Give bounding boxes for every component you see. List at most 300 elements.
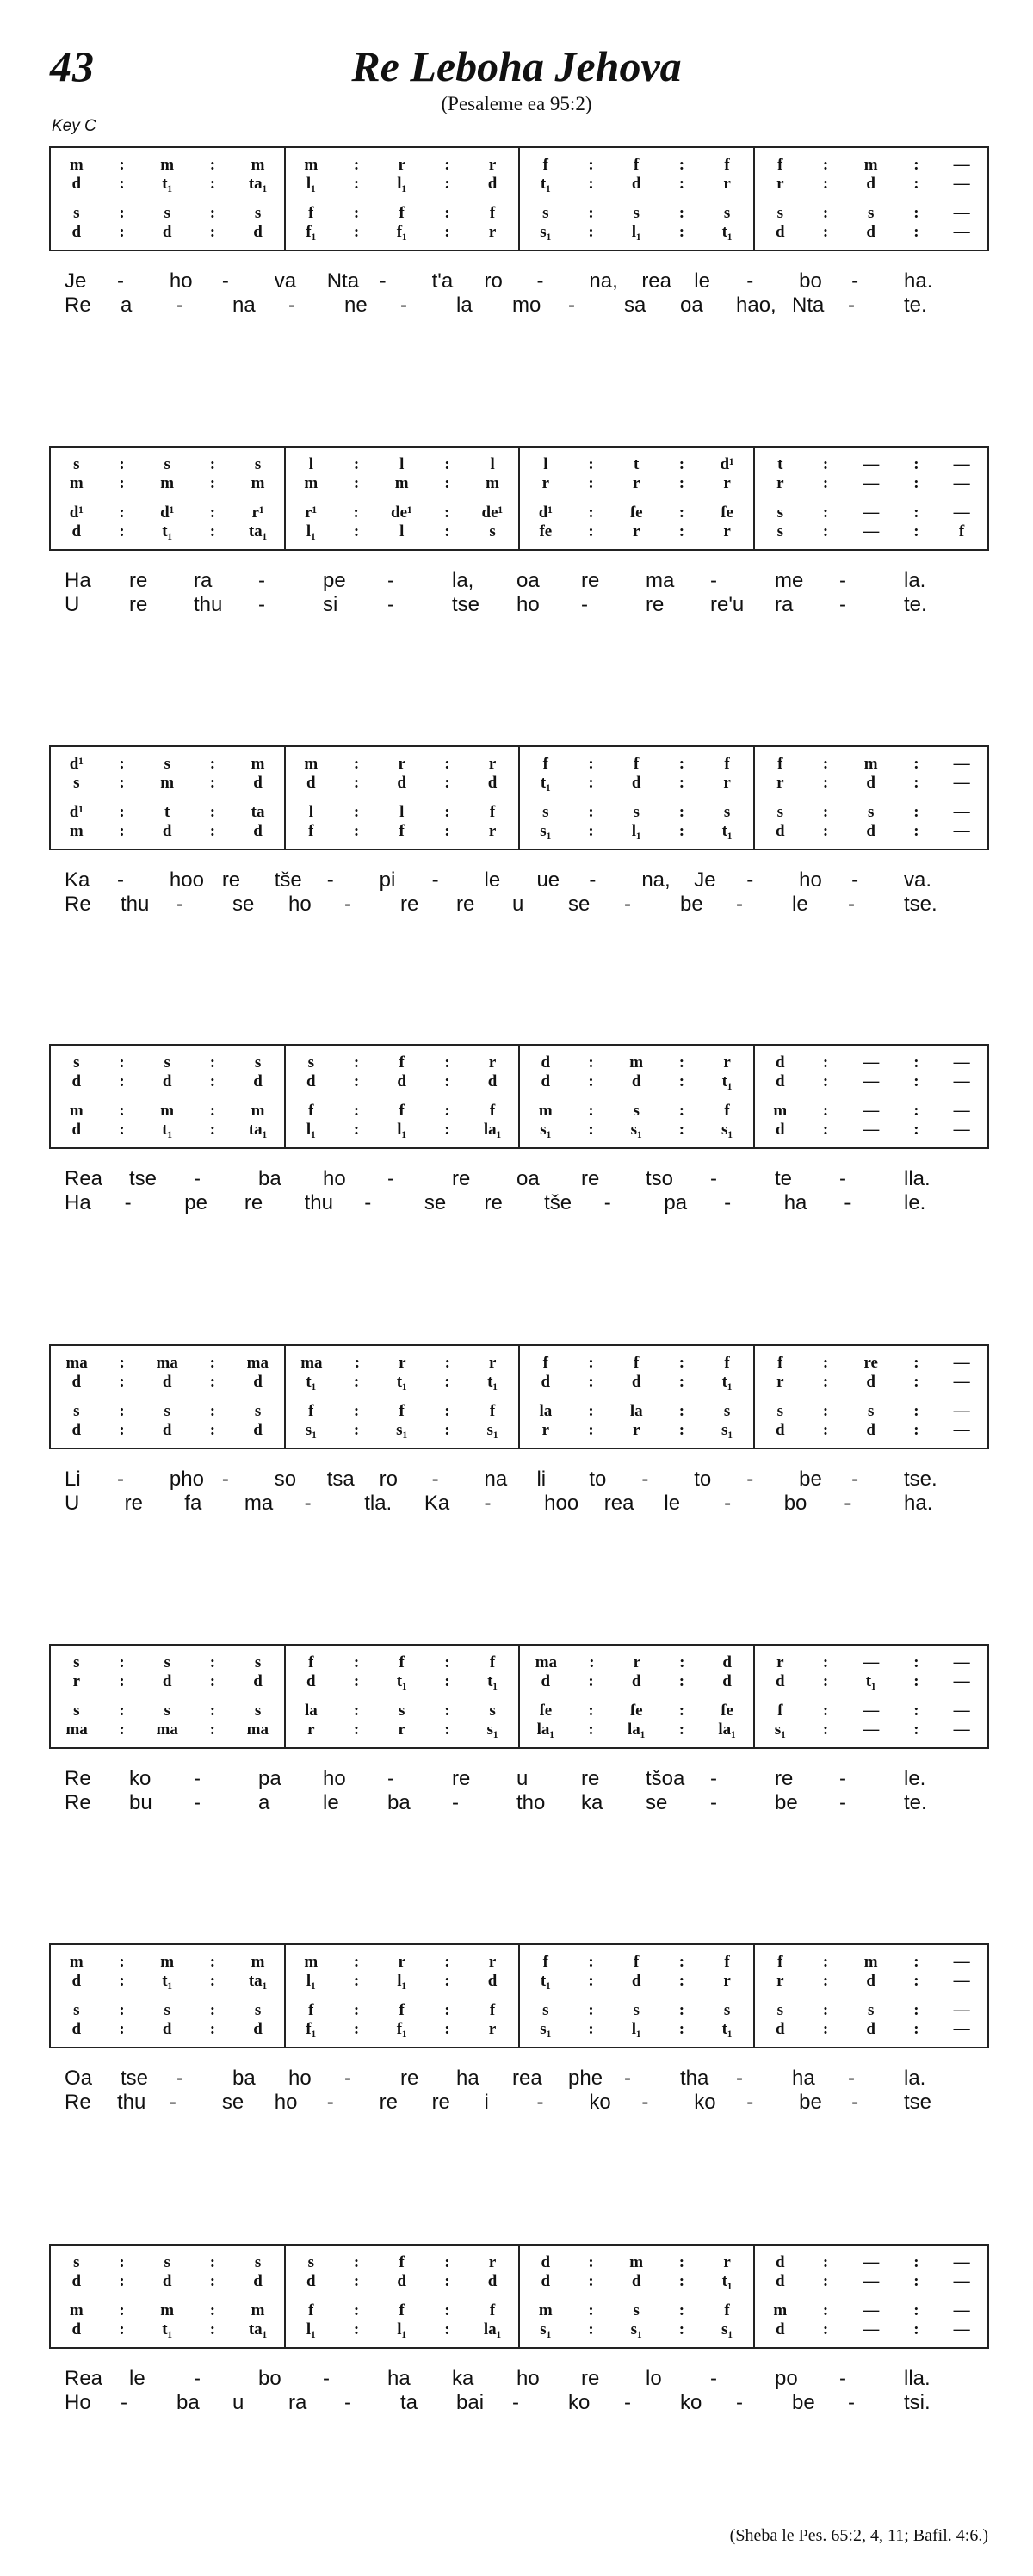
solfa-note: t₁: [865, 1672, 876, 1690]
voice-row: [286, 1972, 519, 1991]
solfa-note: f: [777, 755, 783, 773]
solfa-note: f: [724, 2301, 730, 2320]
voice-row: [51, 474, 284, 493]
solfa-note: s: [868, 803, 875, 821]
beat-separator: :: [353, 156, 360, 174]
beat-separator: :: [913, 1953, 919, 1971]
lyric-syllable: ma: [244, 1492, 274, 1515]
lyric-syllable: bo: [783, 1492, 807, 1515]
lyric-syllable: ra: [194, 569, 213, 592]
lyric-syllable: la.: [904, 569, 926, 592]
solfa-note: s₁: [540, 822, 552, 840]
lyric-syllable: re: [400, 2066, 419, 2090]
lyric-syllable: u: [232, 2391, 244, 2414]
solfa-note: —: [953, 1953, 970, 1971]
beat-separator: :: [209, 1672, 216, 1690]
solfa-note: la₁: [718, 1720, 736, 1739]
solfa-note: r: [723, 1972, 731, 1990]
lyric-syllable: lla.: [904, 2367, 931, 2390]
solfa-note: s: [164, 1402, 170, 1420]
lyric-syllable: si: [323, 593, 338, 616]
solfa-note: f: [724, 156, 730, 174]
voice-row: [286, 175, 519, 194]
voice-row: [520, 1402, 753, 1421]
lyric-line-1: [0, 1467, 1033, 1492]
beat-separator: :: [588, 2001, 594, 2019]
lyric-syllable: te.: [904, 1791, 927, 1814]
hyphen: -: [851, 1467, 859, 1491]
beat-separator: :: [678, 2301, 685, 2320]
beat-separator: :: [209, 1421, 216, 1439]
solfa-note: d: [776, 1072, 785, 1090]
solfa-note: d¹: [69, 803, 84, 821]
lyric-syllable: re: [400, 893, 419, 916]
voice-row: [286, 822, 519, 841]
beat-separator: :: [119, 755, 125, 773]
beat-separator: :: [822, 1421, 829, 1439]
solfa-note: d: [541, 1072, 551, 1090]
voice-row: [520, 204, 753, 223]
beat-separator: :: [119, 175, 125, 193]
solfa-note: re: [863, 1354, 878, 1372]
beat-separator: :: [209, 2253, 216, 2271]
voice-row: [286, 1053, 519, 1072]
measure: [755, 747, 988, 849]
beat-separator: :: [913, 2001, 919, 2019]
lyric-syllable: hoo: [169, 868, 204, 892]
solfa-note: t₁: [396, 1373, 407, 1391]
solfa-note: d: [71, 1972, 82, 1990]
lyric-syllable: tše: [544, 1191, 572, 1214]
solfa-note: r: [776, 1653, 784, 1671]
lyric-syllable: se: [232, 893, 255, 916]
lyric-syllable: a: [258, 1791, 270, 1814]
beat-separator: :: [353, 1653, 360, 1671]
lyric-syllable: thu: [121, 893, 150, 916]
beat-separator: :: [588, 2020, 594, 2038]
solfa-note: r: [776, 474, 784, 492]
voice-row: [51, 455, 284, 474]
hyphen: -: [176, 293, 183, 317]
solfa-note: s: [776, 204, 784, 222]
beat-separator: :: [119, 1421, 125, 1439]
solfa-note: —: [953, 1354, 970, 1372]
lyric-syllable: i: [484, 2091, 489, 2114]
solfa-note: m: [629, 1053, 644, 1072]
beat-separator: :: [913, 2320, 919, 2338]
solfa-note: d: [162, 2272, 172, 2290]
solfa-note: t₁: [721, 223, 733, 241]
solfa-note: f: [489, 1402, 496, 1420]
solfa-note: t₁: [162, 1121, 173, 1139]
solfa-note: —: [863, 455, 880, 473]
voice-row: [520, 1354, 753, 1373]
beat-separator: :: [822, 1972, 829, 1990]
beat-separator: :: [119, 474, 125, 492]
measure: [755, 1046, 988, 1147]
solfa-note: —: [863, 2272, 880, 2290]
solfa-note: s: [73, 774, 80, 792]
solfa-note: s: [73, 455, 80, 473]
beat-separator: :: [353, 1053, 360, 1072]
solfa-note: s: [399, 1702, 405, 1720]
lyric-syllable: ha: [783, 1191, 807, 1214]
voice-row: [286, 1102, 519, 1121]
solfa-note: s: [489, 1702, 496, 1720]
beat-separator: :: [353, 2301, 360, 2320]
lyric-syllable: ho: [288, 893, 312, 916]
hyphen: -: [512, 2391, 519, 2414]
lyric-syllable: te.: [904, 593, 927, 616]
solfa-note: d: [487, 175, 498, 193]
solfa-note: d: [306, 774, 316, 792]
solfa-note: f: [724, 1102, 730, 1120]
voice-row: [51, 2272, 284, 2291]
lyric-syllable: re: [124, 1492, 143, 1515]
voice-row: [520, 822, 753, 841]
solfa-note: s₁: [540, 1121, 552, 1139]
voice-row: [520, 2001, 753, 2020]
beat-separator: :: [444, 1953, 450, 1971]
beat-separator: :: [209, 522, 216, 541]
solfa-note: d: [487, 1972, 498, 1990]
beat-separator: :: [353, 474, 360, 492]
hyphen: -: [641, 1467, 649, 1491]
hyphen: -: [746, 2091, 754, 2114]
solfa-note: f: [399, 2301, 405, 2320]
solfa-note: f: [308, 1402, 314, 1420]
staff-system-7: [49, 1943, 989, 2048]
solfa-note: s: [254, 1402, 262, 1420]
beat-separator: :: [588, 1102, 594, 1120]
lyric-syllable: Re: [65, 1791, 91, 1814]
lyric-syllable: ba: [232, 2066, 256, 2090]
solfa-note: d: [722, 1653, 732, 1671]
solfa-note: s: [723, 803, 731, 821]
hyphen: -: [288, 293, 295, 317]
voice-row: [520, 1102, 753, 1121]
solfa-note: d: [71, 2272, 82, 2290]
solfa-note: d: [866, 1972, 875, 1990]
solfa-note: f: [634, 156, 640, 174]
solfa-note: —: [953, 1121, 970, 1139]
beat-separator: :: [913, 1720, 919, 1739]
lyric-syllable: tse.: [904, 1467, 937, 1491]
lyric-syllable: li: [536, 1467, 547, 1491]
hyphen: -: [452, 1791, 459, 1814]
solfa-note: l: [543, 455, 548, 473]
solfa-note: r: [776, 175, 784, 193]
solfa-note: d: [71, 175, 82, 193]
measure: [755, 1945, 988, 2047]
solfa-note: l₁: [397, 2320, 407, 2338]
solfa-note: d: [487, 2272, 498, 2290]
beat-separator: :: [678, 1373, 685, 1391]
lyric-syllable: ha: [387, 2367, 411, 2390]
hyphen: -: [116, 868, 124, 892]
voice-row: [755, 204, 988, 223]
beat-separator: :: [353, 1672, 360, 1690]
hyphen: -: [851, 2091, 859, 2114]
beat-separator: :: [444, 522, 450, 541]
solfa-note: f: [634, 755, 640, 773]
solfa-note: f: [489, 204, 496, 222]
staff-system-6: [49, 1644, 989, 1749]
lyric-syllable: be: [799, 2091, 822, 2114]
solfa-note: r: [398, 156, 405, 174]
voice-row: [286, 803, 519, 822]
measure: [51, 1945, 286, 2047]
solfa-note: r: [723, 175, 731, 193]
beat-separator: :: [678, 1972, 685, 1990]
beat-separator: :: [913, 1121, 919, 1139]
lyric-syllable: ko: [694, 2091, 716, 2114]
beat-separator: :: [822, 204, 829, 222]
beat-separator: :: [444, 1653, 450, 1671]
voice-row: [755, 1402, 988, 1421]
voice-row: [520, 175, 753, 194]
hyphen: -: [746, 868, 754, 892]
beat-separator: :: [209, 1072, 216, 1090]
lyric-syllable: ma: [646, 569, 675, 592]
beat-separator: :: [588, 1972, 594, 1990]
solfa-note: m: [304, 755, 319, 773]
measure: [520, 448, 755, 549]
solfa-note: r: [633, 1421, 640, 1439]
solfa-note: m: [69, 1102, 84, 1120]
voice-row: [520, 2272, 753, 2291]
voice-row: [755, 2001, 988, 2020]
measure: [520, 1346, 755, 1448]
solfa-note: s: [164, 204, 170, 222]
lyric-syllable: hao,: [736, 293, 776, 317]
beat-separator: :: [678, 474, 685, 492]
voice-row: [755, 1672, 988, 1691]
lyric-syllable: Nta: [326, 269, 360, 293]
solfa-note: d: [162, 2020, 172, 2038]
voice-row: [755, 2253, 988, 2272]
beat-separator: :: [822, 223, 829, 241]
hyphen: -: [848, 2391, 855, 2414]
voice-row: [286, 1072, 519, 1091]
solfa-note: s: [542, 803, 549, 821]
voice-row: [755, 1653, 988, 1672]
solfa-note: d: [776, 1672, 785, 1690]
staff-system-3: [49, 745, 989, 850]
solfa-note: m: [160, 156, 175, 174]
beat-separator: :: [822, 1121, 829, 1139]
hyphen: -: [387, 593, 394, 616]
voice-row: [286, 755, 519, 774]
beat-separator: :: [119, 1354, 125, 1372]
solfa-note: —: [953, 156, 970, 174]
voice-row: [286, 1672, 519, 1691]
hyphen: -: [484, 1492, 492, 1515]
lyric-syllable: ho: [799, 868, 822, 892]
lyric-syllable: na,: [589, 269, 618, 293]
beat-separator: :: [913, 1702, 919, 1720]
solfa-note: la₁: [627, 1720, 646, 1739]
solfa-note: t₁: [162, 175, 173, 193]
hyphen: -: [194, 1167, 201, 1190]
lyric-syllable: re: [431, 2091, 450, 2114]
beat-separator: :: [913, 1072, 919, 1090]
voice-row: [755, 755, 988, 774]
measure: [286, 1945, 521, 2047]
solfa-note: s: [254, 1653, 262, 1671]
beat-separator: :: [822, 1402, 829, 1420]
solfa-note: s: [164, 2001, 170, 2019]
lyric-line-1: [0, 1166, 1033, 1192]
voice-row: [51, 755, 284, 774]
solfa-note: l₁: [306, 2320, 316, 2338]
voice-row: [520, 2020, 753, 2039]
voice-row: [51, 822, 284, 841]
voice-row: [520, 1421, 753, 1440]
beat-separator: :: [588, 223, 594, 241]
measure: [51, 1046, 286, 1147]
solfa-note: d: [487, 1072, 498, 1090]
solfa-note: ma: [65, 1354, 88, 1372]
voice-row: [520, 803, 753, 822]
solfa-note: m: [251, 2301, 265, 2320]
hyphen: -: [851, 868, 859, 892]
solfa-note: d: [776, 223, 785, 241]
lyric-syllable: thu: [194, 593, 223, 616]
lyric-syllable: ra: [288, 2391, 307, 2414]
beat-separator: :: [913, 2301, 919, 2320]
beat-separator: :: [588, 1720, 594, 1739]
solfa-note: r: [398, 755, 405, 773]
solfa-note: s: [254, 1053, 262, 1072]
beat-separator: :: [822, 2301, 829, 2320]
solfa-note: s₁: [486, 1720, 498, 1739]
solfa-note: —: [953, 1421, 970, 1439]
solfa-note: s: [254, 1702, 262, 1720]
voice-row: [286, 1653, 519, 1672]
solfa-note: s: [776, 2001, 784, 2019]
solfa-note: s₁: [540, 2020, 552, 2038]
solfa-note: d: [162, 1421, 172, 1439]
solfa-note: ma: [65, 1720, 88, 1739]
lyric-syllable: Li: [65, 1467, 81, 1491]
lyric-syllable: rea: [512, 2066, 542, 2090]
lyric-syllable: bai: [456, 2391, 485, 2414]
beat-separator: :: [119, 522, 125, 541]
solfa-note: d: [776, 1121, 785, 1139]
solfa-note: r: [723, 474, 731, 492]
beat-separator: :: [913, 175, 919, 193]
solfa-note: d: [776, 822, 785, 840]
solfa-note: —: [953, 1053, 970, 1072]
hyphen: -: [221, 269, 229, 293]
beat-separator: :: [353, 1953, 360, 1971]
beat-separator: :: [353, 2020, 360, 2038]
beat-separator: :: [119, 1053, 125, 1072]
measure: [286, 1046, 521, 1147]
hyphen: -: [848, 293, 855, 317]
voice-row: [51, 1102, 284, 1121]
beat-separator: :: [353, 503, 359, 522]
beat-separator: :: [444, 1672, 450, 1690]
solfa-note: la₁: [536, 1720, 555, 1739]
lyric-syllable: na: [232, 293, 256, 317]
solfa-note: r: [723, 774, 731, 792]
solfa-note: f: [399, 1653, 405, 1671]
hyphen: -: [169, 2091, 176, 2114]
beat-separator: :: [119, 156, 125, 174]
voice-row: [520, 2301, 753, 2320]
voice-row: [755, 1421, 988, 1440]
beat-separator: :: [444, 2020, 450, 2038]
solfa-note: m: [538, 2301, 553, 2320]
voice-row: [755, 474, 988, 493]
solfa-note: d: [162, 822, 172, 840]
beat-separator: :: [588, 204, 594, 222]
solfa-note: s: [868, 1402, 875, 1420]
hyphen: -: [116, 269, 124, 293]
voice-row: [286, 2020, 519, 2039]
voice-row: [520, 755, 753, 774]
solfa-note: f: [489, 2001, 496, 2019]
solfa-note: l: [399, 803, 405, 821]
solfa-note: s: [633, 2301, 640, 2320]
lyric-syllable: lla.: [904, 1167, 931, 1190]
lyric-syllable: tse: [129, 1167, 158, 1190]
solfa-note: r¹: [251, 503, 264, 522]
solfa-note: ma: [535, 1653, 558, 1671]
solfa-note: t₁: [721, 2020, 733, 2038]
hyphen: -: [624, 2066, 631, 2090]
solfa-note: m: [394, 474, 409, 492]
beat-separator: :: [822, 2001, 829, 2019]
solfa-note: —: [953, 755, 970, 773]
beat-separator: :: [444, 774, 450, 792]
solfa-note: r: [723, 1053, 731, 1072]
beat-separator: :: [444, 474, 450, 492]
solfa-note: —: [953, 803, 970, 821]
solfa-note: d: [631, 1972, 641, 1990]
solfa-note: s: [164, 1053, 170, 1072]
beat-separator: :: [209, 1354, 215, 1372]
solfa-note: —: [863, 1720, 880, 1739]
solfa-note: f: [308, 1102, 314, 1120]
solfa-note: f: [308, 2001, 314, 2019]
beat-separator: :: [444, 822, 450, 840]
voice-row: [520, 1373, 753, 1392]
beat-separator: :: [913, 156, 919, 174]
voice-row: [755, 1354, 988, 1373]
solfa-note: l₁: [397, 175, 407, 193]
voice-row: [520, 455, 753, 474]
solfa-note: m: [251, 156, 265, 174]
lyric-syllable: Re: [65, 893, 91, 916]
solfa-note: t: [777, 455, 783, 473]
solfa-note: s: [633, 2001, 640, 2019]
measure: [51, 747, 286, 849]
hyphen: -: [839, 1767, 846, 1790]
lyric-syllable: to: [589, 1467, 607, 1491]
solfa-note: f: [777, 1953, 783, 1971]
voice-row: [51, 1072, 284, 1091]
lyric-syllable: ho: [288, 2066, 312, 2090]
beat-separator: :: [353, 822, 360, 840]
lyric-syllable: se: [568, 893, 591, 916]
beat-separator: :: [444, 2253, 450, 2271]
lyric-line-1: [0, 1766, 1033, 1792]
lyric-syllable: a: [121, 293, 133, 317]
beat-separator: :: [913, 1354, 919, 1372]
